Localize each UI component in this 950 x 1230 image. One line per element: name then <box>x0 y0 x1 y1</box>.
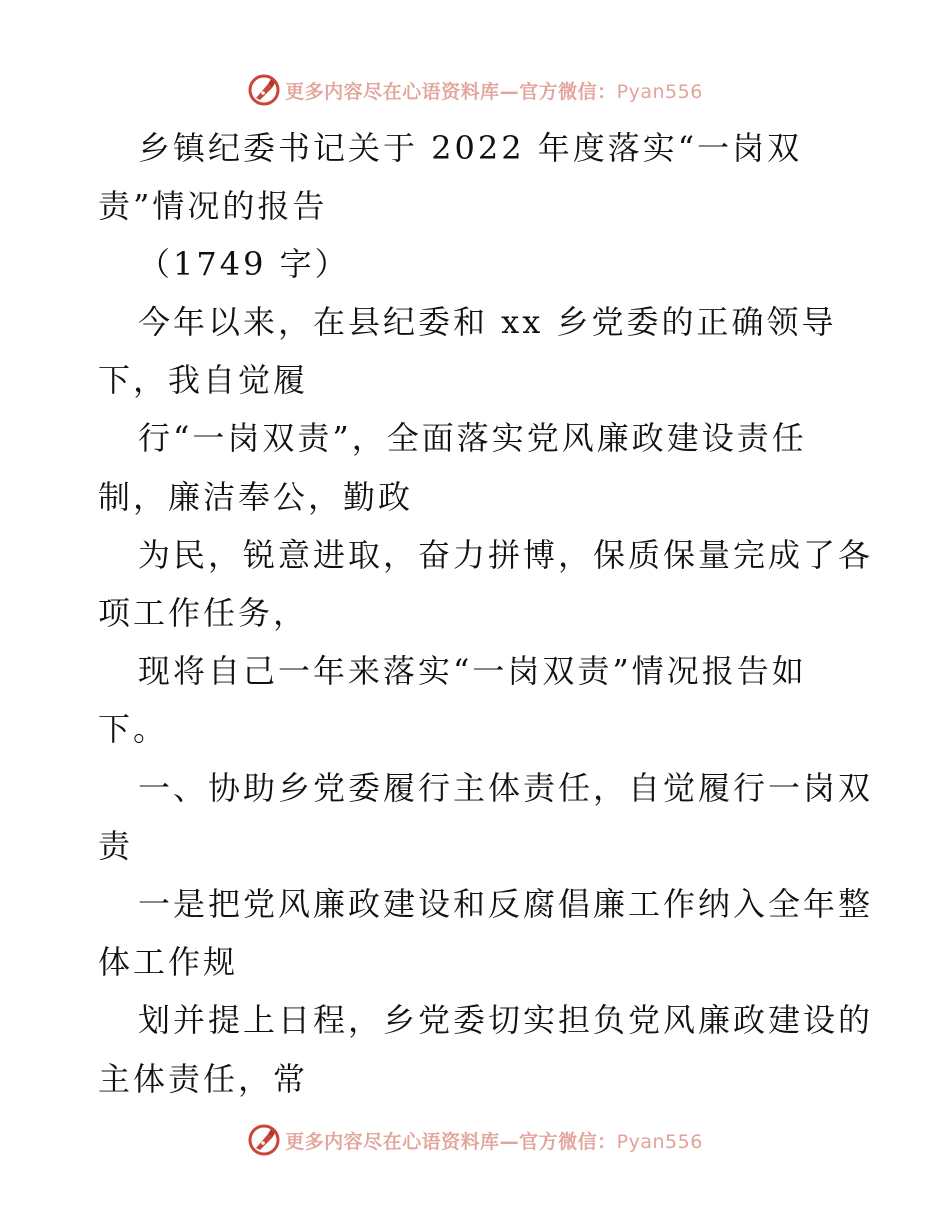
document-title-line-2: 责”情况的报告 <box>98 187 328 225</box>
section-heading-line: 责 <box>98 827 134 865</box>
paragraph-line: 划并提上日程，乡党委切实担负党风廉政建设的 <box>138 1001 874 1039</box>
watermark-text: 更多内容尽在心语资料库—官方微信：Pyan556 <box>285 80 703 103</box>
paragraph-line: 制，廉洁奉公，勤政 <box>98 478 414 516</box>
paragraph-line: 下，我自觉履 <box>98 361 309 399</box>
paragraph-line: 项工作任务， <box>98 594 309 632</box>
paragraph-line: 行“一岗双责”，全面落实党风廉政建设责任 <box>138 419 807 457</box>
paragraph-line: 体工作规 <box>98 943 239 981</box>
paragraph-line: 今年以来，在县纪委和 xx 乡党委的正确领导 <box>138 303 837 341</box>
paragraph-line: 为民，锐意进取，奋力拼博，保质保量完成了各 <box>138 536 874 574</box>
footer-watermark-banner <box>0 1120 950 1160</box>
watermark-text: 更多内容尽在心语资料库—官方微信：Pyan556 <box>285 1130 703 1153</box>
document-title-line-1: 乡镇纪委书记关于 2022 年度落实“一岗双 <box>138 129 803 167</box>
paragraph-line: 现将自己一年来落实“一岗双责”情况报告如 <box>138 652 807 690</box>
paragraph-line: 一是把党风廉政建设和反腐倡廉工作纳入全年整 <box>138 885 874 923</box>
paragraph-line: 下。 <box>98 710 169 748</box>
pen-nib-logo-icon <box>247 1123 281 1157</box>
word-count: （1749 字） <box>138 245 350 283</box>
paragraph-line: 主体责任，常 <box>98 1060 309 1098</box>
section-heading-line: 一、协助乡党委履行主体责任，自觉履行一岗双 <box>138 769 874 807</box>
